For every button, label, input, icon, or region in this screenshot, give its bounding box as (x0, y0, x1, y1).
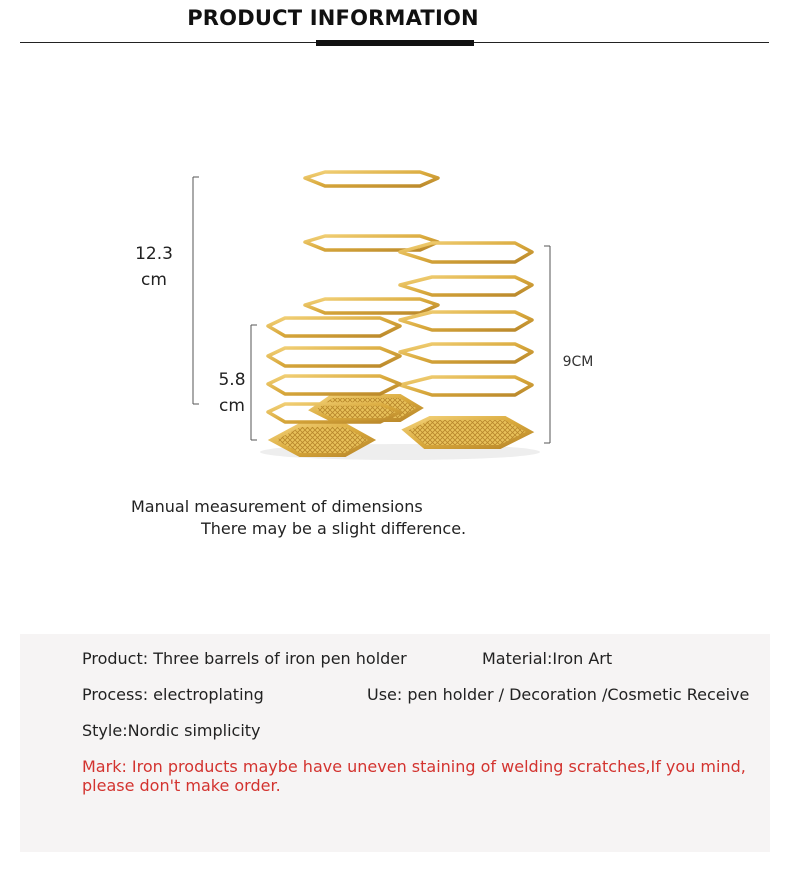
spec-use: Use: pen holder / Decoration /Cosmetic Receive (367, 685, 750, 704)
difference-note: There may be a slight difference. (201, 519, 467, 538)
spec-material: Material:Iron Art (482, 649, 613, 668)
dimension-total-value: 12.3 (135, 244, 173, 264)
spec-process: Process: electroplating (82, 685, 264, 704)
page-title: PRODUCT INFORMATION (187, 6, 479, 30)
dimension-small-label (206, 367, 258, 419)
dimension-small-value: 5.8 (218, 370, 246, 390)
dimension-small-unit: cm (219, 396, 245, 416)
measurement-note: Manual measurement of dimensions (131, 497, 423, 516)
spec-product: Product: Three barrels of iron pen holder (82, 649, 407, 668)
dimension-bracket-right (544, 246, 550, 443)
spec-mark-warning: Mark: Iron products maybe have uneven staining of welding scratches,If you mind, please don't make order. (82, 757, 746, 795)
dimension-right-label: 9CM (562, 354, 594, 370)
dimension-total-label (126, 241, 182, 293)
spec-style: Style:Nordic simplicity (82, 721, 261, 740)
dimension-total-unit: cm (141, 270, 167, 290)
dimension-bracket-total (193, 177, 199, 404)
